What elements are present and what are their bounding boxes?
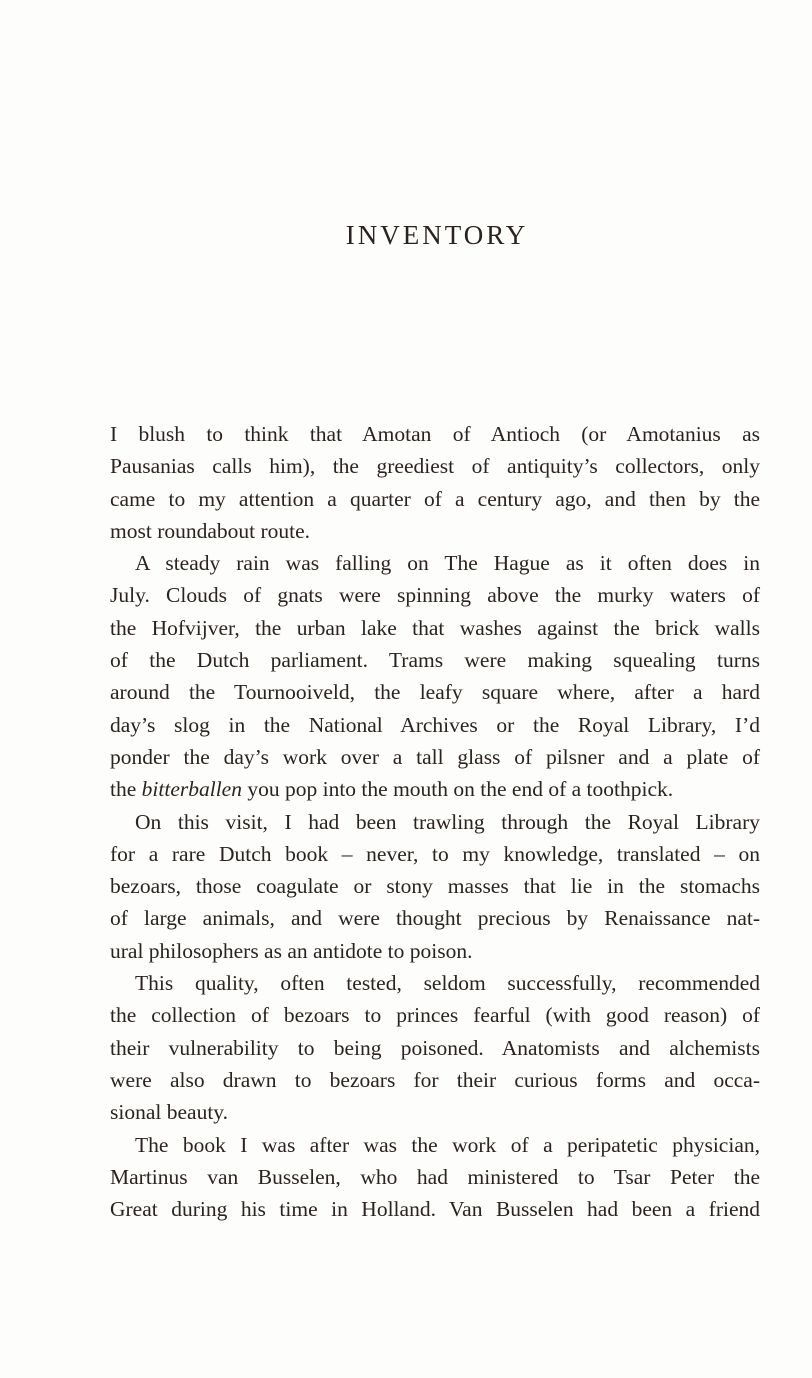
text-line: came to my attention a quarter of a century ago, and then by the (110, 486, 760, 511)
text-line: July. Clouds of gnats were spinning above the murky waters of (110, 583, 760, 608)
text-line: The book I was after was the work of a peripatetic physician, (135, 1132, 760, 1157)
text-line: ural philosophers as an antidote to poison. (110, 938, 473, 963)
text-line: bezoars, those coagulate or stony masses that lie in the stomachs (110, 874, 760, 899)
text-line: for a rare Dutch book – never, to my knowledge, translated – on (110, 841, 760, 866)
text-line: around the Tournooiveld, the leafy square where, after a hard (110, 680, 760, 705)
text-segment: you pop into the mouth on the end of a toothpick. (241, 777, 674, 802)
text-line: their vulnerability to being poisoned. Anatomists and alchemists (110, 1035, 760, 1060)
text-line: day’s slog in the National Archives or the Royal Library, I’d (110, 712, 760, 737)
text-line: This quality, often tested, seldom successfully, recommended (135, 971, 760, 996)
text-line: the Hofvijver, the urban lake that washes against the brick walls (110, 615, 760, 640)
text-line: A steady rain was falling on The Hague as it often does in (135, 551, 760, 576)
text-line: were also drawn to bezoars for their curious forms and occa- (110, 1067, 760, 1092)
text-line: the collection of bezoars to princes fearful (with good reason) of (110, 1003, 760, 1028)
text-line: ponder the day’s work over a tall glass of pilsner and a plate of (110, 744, 760, 769)
text-line: of the Dutch parliament. Trams were making squealing turns (110, 648, 760, 673)
italic-term: bitterballen (141, 777, 242, 802)
text-line: Martinus van Busselen, who had ministered to Tsar Peter the (110, 1164, 760, 1189)
text-line: I blush to think that Amotan of Antioch (or Amotanius as (110, 422, 760, 446)
chapter-title: INVENTORY (345, 220, 529, 250)
text-segment: the (110, 777, 142, 802)
text-line: most roundabout route. (110, 518, 311, 543)
text-line: On this visit, I had been trawling through the Royal Library (135, 809, 760, 834)
text-line (110, 773, 760, 805)
text-line: Great during his time in Holland. Van Busselen had been a friend (110, 1197, 760, 1222)
text-line: Pausanias calls him), the greediest of antiquity’s collectors, only (110, 454, 760, 479)
text-line: of large animals, and were thought precious by Renaissance nat- (110, 906, 760, 931)
body-text (110, 418, 760, 1225)
text-line: sional beauty. (110, 1100, 229, 1125)
